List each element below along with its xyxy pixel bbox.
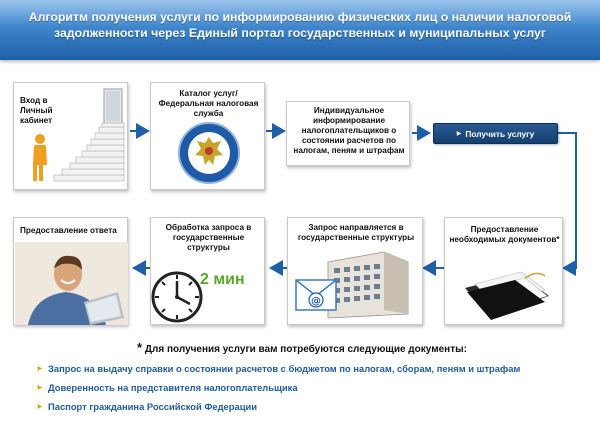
step-answer bbox=[13, 217, 128, 325]
documents-folder-icon bbox=[445, 218, 564, 326]
step-login-title: Вход в Личный кабинет bbox=[20, 96, 53, 125]
fns-emblem-icon bbox=[151, 83, 266, 191]
list-item bbox=[36, 378, 596, 397]
note-text: Для получения услуги вам потребуются следующие документы: bbox=[144, 344, 467, 355]
processing-duration: 2 мин bbox=[200, 271, 245, 288]
step-request bbox=[287, 217, 423, 325]
step-info bbox=[286, 101, 410, 166]
step-request-title: Запрос направляется в государственные структуры bbox=[297, 223, 415, 242]
arrow-bullet-icon: ➤ bbox=[36, 364, 43, 373]
document-text: Паспорт гражданина Российской Федерации bbox=[48, 401, 257, 412]
step-documents-title: Предоставление необходимых документов* bbox=[449, 225, 560, 244]
step-catalog bbox=[150, 82, 265, 190]
document-text: Доверенность на представителя налогоплательщика bbox=[48, 382, 298, 393]
step-login bbox=[13, 82, 128, 190]
step-processing-title: Обработка запроса в государственные структуры bbox=[165, 223, 252, 252]
list-item bbox=[36, 397, 596, 416]
building-email-icon bbox=[288, 218, 424, 326]
arrow-bullet-icon: ➤ bbox=[36, 383, 43, 392]
note-star: * bbox=[137, 340, 143, 355]
svg-text:@: @ bbox=[311, 296, 321, 307]
documents-list bbox=[36, 359, 596, 416]
step-catalog-title: Каталог услуг/ Федеральная налоговая служба bbox=[158, 89, 259, 118]
list-item bbox=[36, 359, 596, 378]
step-info-title: Индивидуальное информирование налогоплательщиков о состоянии расчетов по налогам, пеням и штрафам bbox=[293, 106, 405, 155]
get-service-label: Получить услугу bbox=[465, 128, 535, 139]
page-title: Алгоритм получения услуги по информированию физических лиц о наличии налоговой задолженности через Единый портал государственных и муниципальных услуг bbox=[28, 10, 572, 40]
play-triangle-icon: ▶ bbox=[456, 131, 462, 137]
get-service-button[interactable] bbox=[433, 123, 558, 144]
step-answer-title: Предоставление ответа bbox=[20, 226, 117, 235]
stairs-door-icon bbox=[14, 83, 129, 191]
step-documents bbox=[444, 217, 563, 325]
documents-note bbox=[132, 340, 472, 355]
man-laptop-icon bbox=[14, 218, 129, 326]
document-text: Запрос на выдачу справки о состоянии расчетов с бюджетом по налогам, сборам, пеням и штрафам bbox=[48, 363, 521, 374]
arrow-bullet-icon: ➤ bbox=[36, 402, 43, 411]
